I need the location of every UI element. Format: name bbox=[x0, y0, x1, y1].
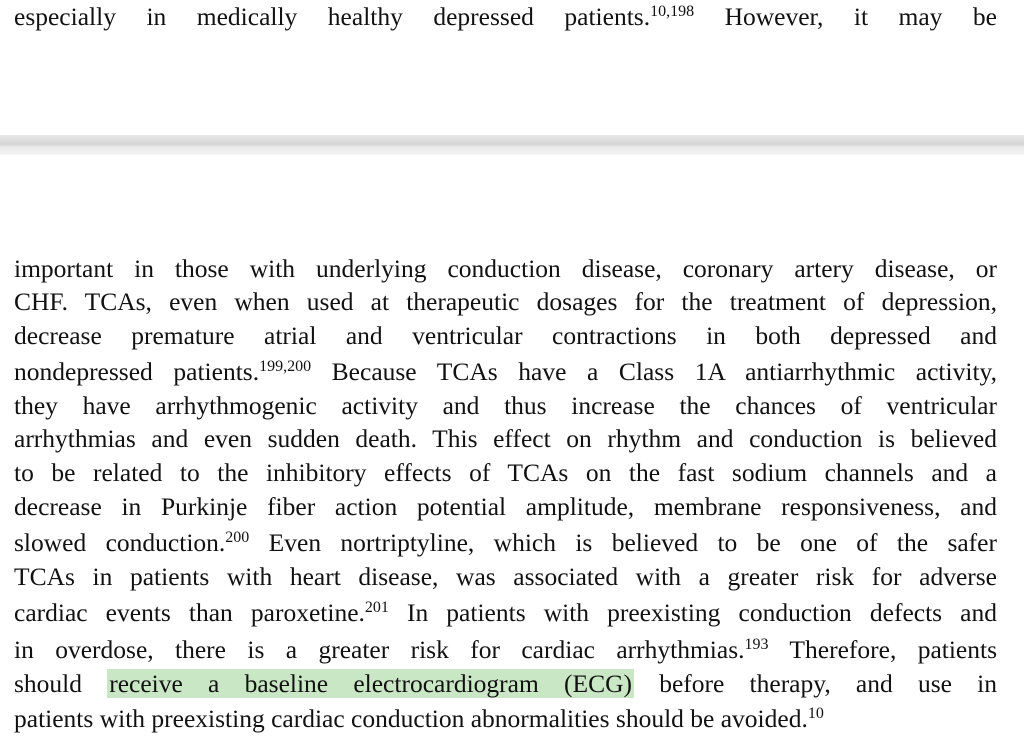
citation-ref: 10,198 bbox=[650, 3, 695, 20]
line-text: CHF. TCAs, even when used at therapeutic dosages for the treatment of depression, bbox=[14, 287, 997, 316]
citation-ref: 201 bbox=[364, 599, 389, 616]
paragraph-line bbox=[14, 530, 997, 556]
paragraph-line bbox=[14, 637, 997, 663]
paragraph-line bbox=[14, 706, 997, 732]
paragraph-line bbox=[14, 359, 997, 385]
line-text: before therapy, and use in bbox=[634, 669, 998, 698]
paragraph-line bbox=[14, 393, 997, 419]
line-text: should bbox=[14, 669, 108, 698]
citation-ref: 193 bbox=[744, 636, 769, 653]
paragraph-line bbox=[14, 564, 997, 590]
line-text: decrease in Purkinje fiber action potential amplitude, membrane responsiveness, and bbox=[14, 492, 997, 521]
line-text: Therefore, patients bbox=[768, 635, 998, 664]
line-text: slowed conduction. bbox=[14, 528, 226, 557]
paragraph-line bbox=[14, 671, 997, 697]
paragraph-line bbox=[14, 494, 997, 520]
line-text: However, it may be bbox=[694, 2, 997, 31]
line-text: especially in medically healthy depressed patients. bbox=[14, 2, 651, 31]
citation-ref: 199,200 bbox=[259, 358, 312, 375]
line-text: Even nortriptyline, which is believed to be one of the safer bbox=[249, 528, 997, 557]
line-text: important in those with underlying conduction disease, coronary artery disease, or bbox=[14, 254, 997, 283]
citation-ref: 10 bbox=[807, 705, 824, 722]
paragraph-line bbox=[14, 600, 997, 626]
line-text: arrhythmias and even sudden death. This effect on rhythm and conduction is believed bbox=[14, 424, 997, 453]
line-text: patients with preexisting cardiac conduction abnormalities should be avoided. bbox=[14, 704, 808, 733]
line-text: decrease premature atrial and ventricular contractions in both depressed and bbox=[14, 321, 997, 350]
paragraph-line bbox=[14, 426, 997, 452]
paragraph-line bbox=[14, 289, 997, 315]
line-text: In patients with preexisting conduction defects and bbox=[388, 598, 997, 627]
paragraph-line bbox=[14, 4, 997, 30]
line-text: to be related to the inhibitory effects of TCAs on the fast sodium channels and a bbox=[14, 458, 997, 487]
highlighted-text[interactable]: receive a baseline electrocardiogram (ECG) bbox=[109, 669, 632, 698]
line-text: TCAs in patients with heart disease, was associated with a greater risk for adverse bbox=[14, 562, 997, 591]
line-text: nondepressed patients. bbox=[14, 357, 260, 386]
line-text: cardiac events than paroxetine. bbox=[14, 598, 365, 627]
page-separator bbox=[0, 135, 1024, 155]
citation-ref: 200 bbox=[225, 529, 250, 546]
line-text: they have arrhythmogenic activity and thus increase the chances of ventricular bbox=[14, 391, 997, 420]
paragraph-line bbox=[14, 460, 997, 486]
line-text: in overdose, there is a greater risk for cardiac arrhythmias. bbox=[14, 635, 745, 664]
line-text: Because TCAs have a Class 1A antiarrhythmic activity, bbox=[311, 357, 997, 386]
paragraph-line bbox=[14, 256, 997, 282]
paragraph-line bbox=[14, 323, 997, 349]
